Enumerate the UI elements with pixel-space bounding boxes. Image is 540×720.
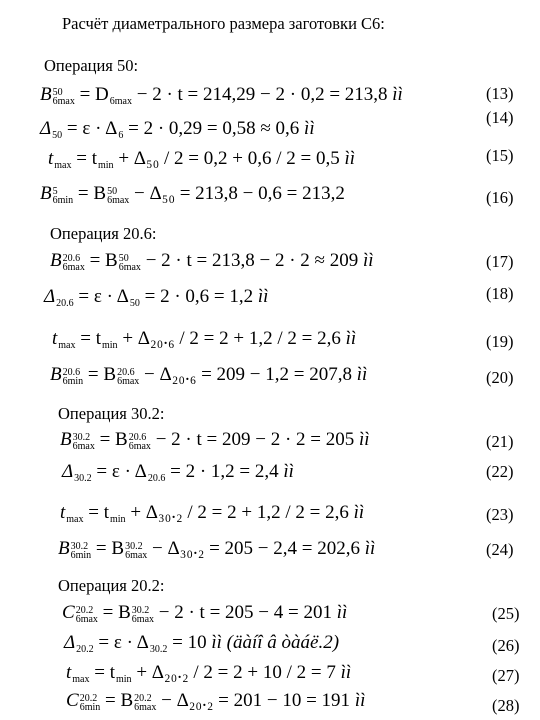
units-label: ìì <box>392 84 403 105</box>
equation-lhs-symbol: t <box>66 662 72 683</box>
equation-expression: = 2 · 0,6 = 1,2 <box>139 286 258 307</box>
equation-lhs-symbol: B <box>60 429 72 450</box>
equation <box>60 502 364 524</box>
equation-number: (21) <box>486 432 514 451</box>
equation-expression: − 2 · t = 209 − 2 · 2 = 205 <box>150 429 359 450</box>
equation-rhs-indices: min <box>98 160 114 171</box>
units-label: ìì <box>354 690 366 711</box>
equation <box>62 461 294 483</box>
equation-rhs: = B <box>91 538 125 559</box>
page-title: Расчёт диаметрального размера заготовки С6: <box>62 14 385 33</box>
equation <box>62 602 347 624</box>
equation-rhs: = B <box>73 183 107 204</box>
equation-lhs-indices: 30.2 6min <box>70 541 92 561</box>
equation-rhs: = t <box>75 328 101 349</box>
units-label: ìì <box>283 461 294 482</box>
equation-note: (äàíî â òàáë.2) <box>221 632 340 653</box>
equation-lhs-indices: 20.6 6max <box>62 253 85 273</box>
equation-rhs: = B <box>83 364 117 385</box>
equation-lhs-indices: 20.2 <box>76 644 94 655</box>
equation <box>60 429 370 451</box>
equation-expression: − 2 · t = 213,8 − 2 · 2 ≈ 209 <box>140 250 363 271</box>
equation-lhs-indices: 20.6 <box>56 298 74 309</box>
equation-lhs-symbol: t <box>52 328 58 349</box>
equation-expression: = 2 · 0,29 = 0,58 ≈ 0,6 <box>123 118 305 139</box>
equation-lhs-symbol: C <box>62 602 75 623</box>
equation-rhs-indices: 20.6 6max <box>117 367 140 387</box>
equation-rhs-indices: 50 6max <box>118 253 141 273</box>
equation <box>40 183 345 205</box>
equation-number: (16) <box>486 188 514 207</box>
equation <box>50 364 367 386</box>
equation-lhs-symbol: B <box>50 364 62 385</box>
equation-number: (24) <box>486 540 514 559</box>
equation-rhs-indices: min <box>102 340 118 351</box>
units-label: ìì <box>304 118 315 139</box>
equation-number: (27) <box>492 666 520 685</box>
equation-expression: − 2 · t = 214,29 − 2 · 0,2 = 213,8 <box>131 84 393 105</box>
equation-expression: − Δ₂₀.₆ = 209 − 1,2 = 207,8 <box>139 364 357 385</box>
equation-number: (15) <box>486 146 514 165</box>
equation-expression: = 10 <box>167 632 212 653</box>
equation <box>52 328 356 350</box>
section-heading: Операция 50: <box>44 56 139 75</box>
equation-lhs-indices: max <box>66 514 84 525</box>
equation-lhs-indices: 5 6min <box>52 186 74 206</box>
equation <box>48 148 355 170</box>
equation-rhs: = ε · Δ <box>73 286 129 307</box>
equation-rhs: = B <box>100 690 134 711</box>
units-label: ìì <box>364 538 376 559</box>
equation <box>64 632 339 654</box>
equation-rhs: = ε · Δ <box>91 461 147 482</box>
units-label: ìì <box>344 148 356 169</box>
equation <box>44 286 268 308</box>
equation-lhs-symbol: B <box>58 538 70 559</box>
equation-lhs-symbol: B <box>40 183 52 204</box>
equation-lhs-indices: 30.2 6max <box>72 432 95 452</box>
equation-rhs: = B <box>94 429 128 450</box>
equation-expression: + Δ₅₀ / 2 = 0,2 + 0,6 / 2 = 0,5 <box>113 148 345 169</box>
equation-rhs: = ε · Δ <box>62 118 118 139</box>
equation-rhs-indices: min <box>110 514 126 525</box>
equation <box>66 662 351 684</box>
equation-lhs-symbol: Δ <box>40 118 52 139</box>
equation-rhs: = B <box>97 602 131 623</box>
units-label: ìì <box>345 328 357 349</box>
equation-rhs-indices: 50 6max <box>107 186 130 206</box>
units-label: ìì <box>211 632 222 653</box>
equation-expression: = 2 · 1,2 = 2,4 <box>165 461 284 482</box>
equation-number: (14) <box>486 108 514 127</box>
equation-number: (18) <box>486 284 514 303</box>
equation-expression: + Δ₃₀.₂ / 2 = 2 + 1,2 / 2 = 2,6 <box>125 502 354 523</box>
equation <box>58 538 375 560</box>
equation-lhs-indices: 20.6 6min <box>62 367 84 387</box>
equation-rhs-indices: 20.6 <box>147 473 166 484</box>
units-label: ìì <box>358 429 370 450</box>
equation <box>50 250 374 272</box>
equation-expression: − Δ₃₀.₂ = 205 − 2,4 = 202,6 <box>147 538 365 559</box>
equation-lhs-indices: max <box>72 674 90 685</box>
units-label: ìì <box>362 250 374 271</box>
equation-rhs-indices: 30.2 <box>149 644 168 655</box>
equation-rhs: = t <box>71 148 97 169</box>
equation-rhs: = t <box>83 502 109 523</box>
equation-expression: − 2 · t = 205 − 4 = 201 <box>154 602 337 623</box>
units-label: ìì <box>257 286 269 307</box>
equation-lhs-indices: 50 6max <box>52 87 75 107</box>
equation-lhs-indices: 20.2 6min <box>79 693 101 713</box>
equation-rhs: = t <box>89 662 115 683</box>
units-label: ìì <box>336 602 348 623</box>
equation-lhs-indices: max <box>58 340 76 351</box>
equation-lhs-indices: 50 <box>52 130 63 141</box>
equation-lhs-symbol: C <box>66 690 79 711</box>
equation-number: (22) <box>486 462 514 481</box>
equation-lhs-indices: max <box>54 160 72 171</box>
equation-number: (17) <box>486 252 514 271</box>
equation-number: (13) <box>486 84 514 103</box>
equation-number: (23) <box>486 505 514 524</box>
equation <box>40 118 315 140</box>
equation-rhs-indices: 30.2 6max <box>131 605 155 625</box>
equation-rhs-indices: 50 <box>129 298 140 309</box>
equation-expression: + Δ₂₀.₆ / 2 = 2 + 1,2 / 2 = 2,6 <box>117 328 346 349</box>
equation-rhs: = B <box>84 250 118 271</box>
equation <box>66 690 365 712</box>
equation-expression: − Δ₅₀ = 213,8 − 0,6 = 213,2 <box>129 183 345 204</box>
equation-number: (19) <box>486 332 514 351</box>
equation-lhs-symbol: Δ <box>64 632 76 653</box>
equation-expression: + Δ₂₀.₂ / 2 = 2 + 10 / 2 = 7 <box>131 662 341 683</box>
equation-lhs-indices: 20.2 6max <box>75 605 98 625</box>
equation-lhs-symbol: Δ <box>44 286 56 307</box>
equation-number: (26) <box>492 636 520 655</box>
equation-lhs-indices: 30.2 <box>74 473 92 484</box>
equation-lhs-symbol: B <box>50 250 62 271</box>
equation-rhs-indices: 30.2 6max <box>125 541 148 561</box>
section-heading: Операция 20.6: <box>50 224 157 243</box>
equation-lhs-symbol: B <box>40 84 52 105</box>
equation-rhs-indices: 20.2 6max <box>134 693 157 713</box>
equation <box>40 84 403 106</box>
equation-number: (28) <box>492 696 520 715</box>
equation-rhs-indices: min <box>116 674 132 685</box>
units-label: ìì <box>340 662 352 683</box>
equation-rhs-indices: 6max <box>109 96 132 107</box>
section-heading: Операция 30.2: <box>58 404 165 423</box>
equation-number: (20) <box>486 368 514 387</box>
equation-expression: − Δ₂₀.₂ = 201 − 10 = 191 <box>156 690 355 711</box>
section-heading: Операция 20.2: <box>58 576 165 595</box>
equation-lhs-symbol: Δ <box>62 461 74 482</box>
units-label: ìì <box>356 364 368 385</box>
equation-rhs-indices: 20.6 6max <box>128 432 151 452</box>
equation-rhs: = ε · Δ <box>93 632 149 653</box>
equation-rhs: = D <box>74 84 109 105</box>
equation-number: (25) <box>492 604 520 623</box>
equation-lhs-symbol: t <box>60 502 66 523</box>
units-label: ìì <box>353 502 365 523</box>
equation-rhs-indices: 6 <box>118 130 124 141</box>
equation-lhs-symbol: t <box>48 148 54 169</box>
